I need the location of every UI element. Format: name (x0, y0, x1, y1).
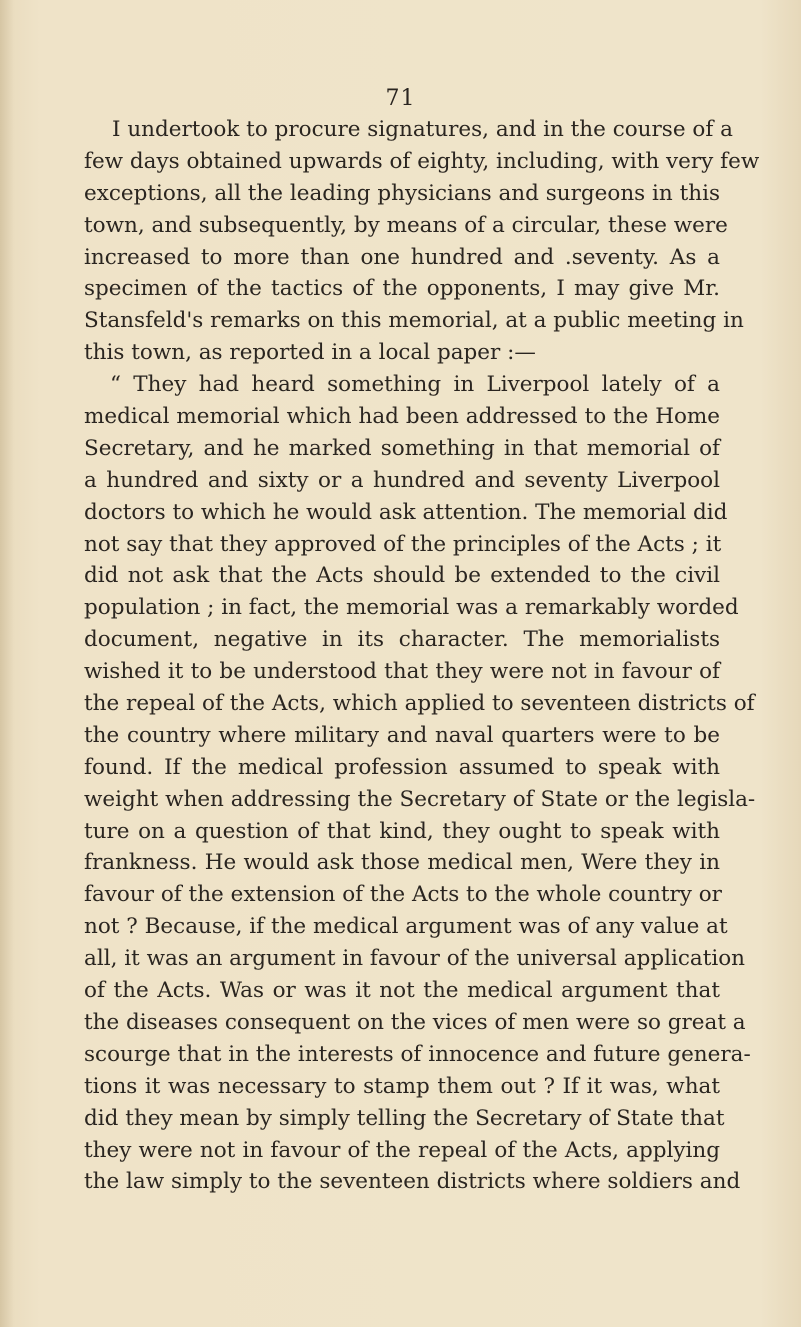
text-line: a hundred and sixty or a hundred and seventy Liverpool (84, 467, 720, 493)
text-line: increased to more than one hundred and .seventy. As a (84, 244, 720, 270)
text-line: found. If the medical profession assumed to speak with (84, 754, 720, 780)
text-line: “ They had heard something in Liverpool lately of a (110, 372, 720, 398)
text-line: exceptions, all the leading physicians and surgeons in this (84, 180, 720, 206)
text-line: ture on a question of that kind, they ought to speak with (84, 818, 720, 844)
text-line: they were not in favour of the repeal of the Acts, applying (84, 1137, 720, 1163)
text-line: not say that they approved of the principles of the Acts ; it (84, 531, 722, 557)
text-line: few days obtained upwards of eighty, including, with very few (84, 148, 760, 174)
text-line: scourge that in the interests of innocence and future genera- (84, 1041, 751, 1067)
text-line: this town, as reported in a local paper :— (84, 340, 536, 366)
text-line: did they mean by simply telling the Secretary of State that (84, 1105, 725, 1131)
text-line: document, negative in its character. The memorialists (84, 627, 720, 653)
text-line: weight when addressing the Secretary of State or the legisla- (84, 786, 756, 812)
text-line: doctors to which he would ask attention. The memorial did (84, 499, 728, 525)
text-line: medical memorial which had been addressed to the Home (84, 404, 720, 430)
text-line: specimen of the tactics of the opponents, I may give Mr. (84, 276, 720, 302)
text-line: the diseases consequent on the vices of men were so great a (84, 1009, 746, 1035)
text-line: not ? Because, if the medical argument was of any value at (84, 914, 728, 940)
text-line: favour of the extension of the Acts to the whole country or (84, 882, 722, 908)
page-edge-shadow (0, 0, 14, 1327)
body-text (84, 114, 760, 1198)
page-number: 71 (385, 86, 416, 111)
text-line: tions it was necessary to stamp them out ? If it was, what (84, 1073, 720, 1099)
text-line: did not ask that the Acts should be extended to the civil (84, 563, 720, 589)
text-line: wished it to be understood that they were not in favour of (84, 659, 720, 685)
text-line: the repeal of the Acts, which applied to seventeen districts of (84, 691, 755, 717)
text-line: town, and subsequently, by means of a circular, these were (84, 212, 728, 238)
text-line: Secretary, and he marked something in that memorial of (84, 435, 720, 461)
text-line: I undertook to procure signatures, and in the course of a (112, 117, 733, 142)
text-line: the country where military and naval quarters were to be (84, 722, 720, 748)
text-line: the law simply to the seventeen districts where soldiers and (84, 1169, 741, 1195)
text-line: of the Acts. Was or was it not the medical argument that (84, 978, 720, 1004)
text-line: all, it was an argument in favour of the universal application (84, 946, 746, 972)
text-line: population ; in fact, the memorial was a remarkably worded (84, 595, 739, 621)
text-line: frankness. He would ask those medical men, Were they in (84, 850, 720, 876)
text-line: Stansfeld's remarks on this memorial, at a public meeting in (84, 308, 744, 334)
